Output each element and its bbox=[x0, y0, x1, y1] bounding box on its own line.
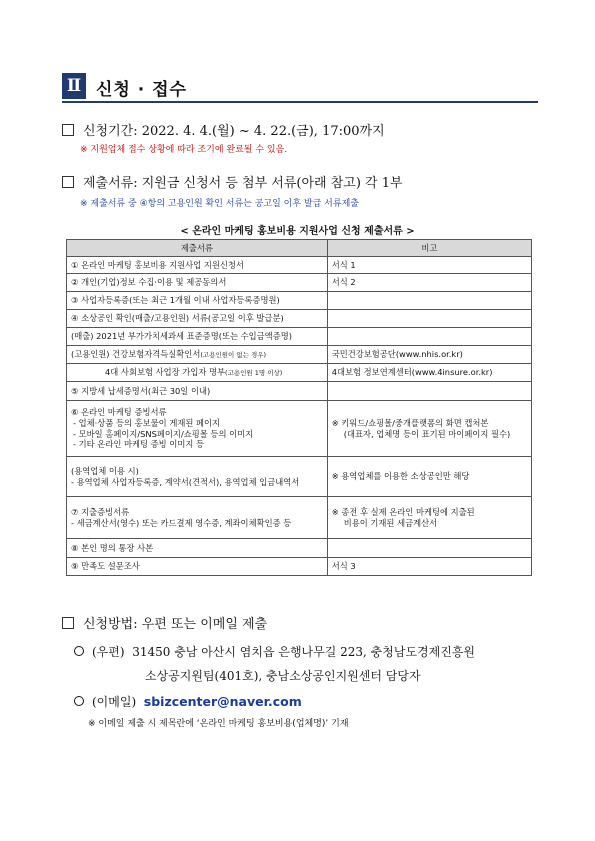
doc-cell: (매출) 2021년 부가가치세과세 표준증명(또는 수입금액증명) bbox=[67, 328, 328, 346]
section-header bbox=[62, 70, 538, 102]
doc-line: - 업체·상품 등의 홍보물이 게재된 페이지 bbox=[73, 417, 221, 428]
method-line bbox=[62, 613, 267, 632]
doc-line: (용역업체 이용 시) bbox=[71, 465, 139, 476]
doc-cell bbox=[67, 457, 328, 497]
table-row bbox=[67, 328, 532, 346]
table-title: < 온라인 마케팅 홍보비용 지원사업 신청 제출서류 > bbox=[180, 226, 415, 237]
table-row bbox=[67, 292, 532, 310]
note-cell: 서식 2 bbox=[327, 274, 531, 292]
documents-note: ※ 제출서류 중 ④항의 고용인원 확인 서류는 공고일 이후 발급 서류제출 bbox=[80, 199, 359, 209]
doc-line: ⑥ 온라인 마케팅 증빙서류 bbox=[71, 406, 167, 417]
method-text: 신청방법: 우편 또는 이메일 제출 bbox=[83, 617, 268, 632]
header-remarks: 비고 bbox=[327, 240, 531, 257]
note-cell: ※ 용역업체를 이용한 소상공인만 해당 bbox=[327, 457, 531, 497]
note-line: ※ 종전 후 실제 온라인 마케팅에 지출된 bbox=[331, 506, 475, 517]
note-cell bbox=[327, 382, 531, 401]
documents-table bbox=[66, 239, 532, 576]
doc-cell: ④ 소상공인 확인(매출/고용인원) 서류(공고일 이후 발급분) bbox=[67, 310, 328, 328]
table-header-row bbox=[67, 240, 532, 257]
note-cell bbox=[327, 310, 531, 328]
post-label: (우편) bbox=[92, 645, 125, 659]
table-row bbox=[67, 539, 532, 558]
doc-cell: ② 개인(기업)정보 수집·이용 및 제공동의서 bbox=[67, 274, 328, 292]
doc-small-text: (고용인원이 없는 경우) bbox=[200, 351, 267, 360]
table-row bbox=[67, 274, 532, 292]
doc-cell bbox=[67, 364, 328, 382]
doc-line: - 세금계산서(영수) 또는 카드결제 영수증, 계좌이체확인증 등 bbox=[71, 517, 292, 528]
email-label: (이메일) bbox=[92, 695, 137, 709]
header-documents: 제출서류 bbox=[67, 240, 328, 257]
doc-cell: ⑧ 본인 명의 통장 사본 bbox=[67, 539, 328, 558]
email-line bbox=[74, 693, 302, 710]
doc-line: - 기타 온라인 마케팅 증빙 이미지 등 bbox=[73, 439, 205, 450]
note-cell bbox=[327, 292, 531, 310]
doc-line: - 모바일 홈페이지/SNS페이지/쇼핑몰 등의 이미지 bbox=[73, 428, 254, 439]
period-text: 신청기간: 2022. 4. 4.(월) ~ 4. 22.(금), 17:00까지 bbox=[83, 124, 385, 139]
circle-bullet-icon bbox=[74, 646, 84, 656]
table-row bbox=[67, 257, 532, 274]
table-row bbox=[67, 364, 532, 382]
note-cell: 국민건강보험공단(www.nhis.or.kr) bbox=[327, 346, 531, 364]
table-row bbox=[67, 558, 532, 576]
doc-text: 4대 사회보험 사업장 가입자 명부 bbox=[105, 367, 226, 378]
doc-cell bbox=[67, 401, 328, 457]
table-row bbox=[67, 310, 532, 328]
post-address-2: 소상공지원팀(401호), 충남소상공인지원센터 담당자 bbox=[145, 669, 421, 683]
doc-cell: ③ 사업자등록증(또는 최근 1개월 이내 사업자등록증명원) bbox=[67, 292, 328, 310]
note-line: 비용이 기재된 세금계산서 bbox=[343, 517, 438, 528]
documents-line bbox=[62, 172, 403, 191]
note-cell: 서식 3 bbox=[327, 558, 531, 576]
period-line bbox=[62, 120, 385, 139]
table-row bbox=[67, 382, 532, 401]
table-row bbox=[67, 401, 532, 457]
square-bullet-icon bbox=[62, 176, 74, 188]
doc-text: (고용인원) 건강보험자격득실확인서 bbox=[71, 349, 201, 360]
doc-cell: ① 온라인 마케팅 홍보비용 지원사업 지원신청서 bbox=[67, 257, 328, 274]
doc-small-text: (고용인원 1명 이상) bbox=[225, 369, 283, 378]
square-bullet-icon bbox=[62, 617, 74, 629]
note-line: (대표자, 업체명 등이 표기된 마이페이지 필수) bbox=[343, 428, 511, 439]
note-cell: 4대보험 정보연계센터(www.4insure.or.kr) bbox=[327, 364, 531, 382]
email-link[interactable]: sbizcenter@naver.com bbox=[143, 694, 302, 709]
section-underline bbox=[62, 101, 538, 103]
section-title: 신청 · 접수 bbox=[96, 80, 187, 100]
email-note: ※ 이메일 제출 시 제목란에 ‘온라인 마케팅 홍보비용(업체명)’ 기재 bbox=[88, 719, 349, 729]
note-cell bbox=[327, 328, 531, 346]
note-cell bbox=[327, 539, 531, 558]
note-line: ※ 키워드/쇼핑몰/중개플랫폼의 화면 캡처본 bbox=[331, 417, 489, 428]
doc-cell bbox=[67, 346, 328, 364]
note-cell: 서식 1 bbox=[327, 257, 531, 274]
documents-text: 제출서류: 지원금 신청서 등 첨부 서류(아래 참고) 각 1부 bbox=[83, 176, 403, 191]
post-address-1: 31450 충남 아산시 염치읍 은행나무길 223, 충청남도경제진흥원 bbox=[132, 645, 476, 659]
table-row bbox=[67, 346, 532, 364]
doc-cell: ⑨ 만족도 설문조사 bbox=[67, 558, 328, 576]
doc-cell: ⑤ 지방세 납세증명서(최근 30일 이내) bbox=[67, 382, 328, 401]
note-cell bbox=[327, 401, 531, 457]
note-cell bbox=[327, 497, 531, 539]
doc-line: ⑦ 지출증빙서류 bbox=[71, 506, 130, 517]
square-bullet-icon bbox=[62, 124, 74, 136]
section-number: Ⅱ bbox=[62, 73, 86, 99]
circle-bullet-icon bbox=[74, 696, 84, 706]
table-row bbox=[67, 457, 532, 497]
post-line-1 bbox=[74, 643, 475, 660]
period-note: ※ 지원업체 접수 상황에 따라 조기에 완료될 수 있음. bbox=[80, 145, 288, 155]
doc-cell bbox=[67, 497, 328, 539]
table-row bbox=[67, 497, 532, 539]
doc-line: - 용역업체 사업자등록증, 계약서(견적서), 용역업체 입금내역서 bbox=[71, 476, 300, 487]
